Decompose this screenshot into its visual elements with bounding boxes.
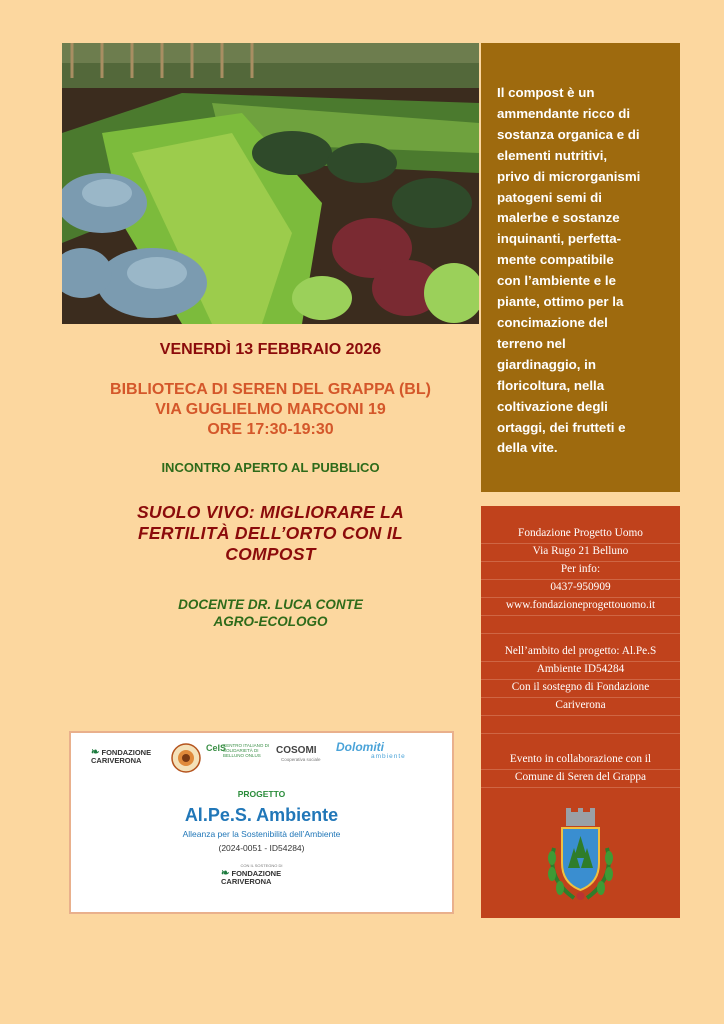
collab-line: Comune di Seren del Grappa bbox=[514, 771, 647, 783]
compost-line: elementi nutritivi, bbox=[497, 147, 608, 163]
course-title-line: COMPOST bbox=[225, 544, 316, 564]
logo-text: FONDAZIONE bbox=[101, 748, 152, 757]
divider bbox=[481, 769, 680, 770]
logo-text: CARIVERONA bbox=[91, 756, 142, 765]
project-subtitle: Alleanza per la Sostenibilità dell’Ambiente bbox=[182, 829, 341, 839]
compost-line: malerbe e sostanze bbox=[497, 210, 620, 226]
project-line: Ambiente ID54284 bbox=[536, 663, 625, 675]
website-link[interactable]: www.fondazioneprogettouomo.it bbox=[505, 599, 656, 611]
org-name: Fondazione Progetto Uomo bbox=[518, 527, 643, 539]
cosomi-logo: COSOMI bbox=[276, 745, 317, 756]
course-title bbox=[62, 502, 479, 565]
leaf-icon: ❧ bbox=[221, 868, 230, 879]
venue-address: VIA GUGLIELMO MARCONI 19 bbox=[155, 401, 386, 418]
compost-info-panel bbox=[481, 43, 680, 492]
divider bbox=[481, 787, 680, 788]
venue-name: BIBLIOTECA DI SEREN DEL GRAPPA (BL) bbox=[110, 381, 431, 398]
organizer-info-panel bbox=[481, 506, 680, 918]
vegetable-garden-photo bbox=[62, 43, 479, 324]
teacher-info bbox=[62, 596, 479, 630]
divider bbox=[481, 633, 680, 634]
org-address: Via Rugo 21 Belluno bbox=[532, 545, 629, 557]
divider bbox=[481, 579, 680, 580]
compost-line: floricoltura, nella bbox=[497, 377, 605, 393]
cosomi-subtitle: Cooperativa sociale bbox=[281, 757, 321, 762]
divider bbox=[481, 679, 680, 680]
logo-text: FONDAZIONE bbox=[231, 869, 282, 878]
project-line: Nell’ambito del progetto: Al.Pe.S bbox=[504, 645, 657, 657]
compost-line: Il compost è un bbox=[497, 85, 595, 100]
project-line: Cariverona bbox=[555, 699, 606, 711]
municipal-crest-icon bbox=[544, 808, 617, 904]
course-title-line: SUOLO VIVO: MIGLIORARE LA bbox=[136, 502, 405, 522]
project-label: PROGETTO bbox=[237, 789, 286, 799]
compost-line: privo di microrganismi bbox=[497, 168, 641, 184]
teacher-name: DOCENTE DR. LUCA CONTE bbox=[178, 597, 363, 612]
divider bbox=[481, 661, 680, 662]
sponsor-logos-box bbox=[69, 731, 454, 914]
phone-number: 0437-950909 bbox=[550, 581, 611, 593]
divider bbox=[481, 733, 680, 734]
compost-line: ammendante ricco di bbox=[497, 105, 631, 121]
divider bbox=[481, 715, 680, 716]
ceis-subtitle: CENTRO ITALIANO DI SOLIDARIETÀ DI BELLUNO ONLUS bbox=[223, 743, 270, 758]
ceis-logo: CeIS bbox=[206, 743, 227, 753]
open-to-public-label: INCONTRO APERTO AL PUBBLICO bbox=[161, 460, 380, 475]
event-time: ORE 17:30-19:30 bbox=[207, 421, 334, 438]
leaf-icon: ❧ bbox=[91, 747, 100, 758]
project-code: (2024-0051 - ID54284) bbox=[218, 843, 305, 853]
logo-text: CARIVERONA bbox=[221, 877, 272, 886]
dolomiti-subtitle: ambiente bbox=[371, 753, 406, 760]
divider bbox=[481, 697, 680, 698]
compost-line: coltivazione degli bbox=[497, 398, 608, 414]
compost-description bbox=[497, 83, 670, 459]
compost-line: patogeni semi di bbox=[497, 189, 602, 205]
dolomiti-logo: Dolomiti bbox=[336, 740, 384, 754]
fondazione-cariverona-logo-small bbox=[221, 870, 281, 886]
divider bbox=[481, 561, 680, 562]
event-date: VENERDÌ 13 FEBBRAIO 2026 bbox=[159, 341, 382, 358]
teacher-role: AGRO-ECOLOGO bbox=[213, 614, 328, 629]
compost-line: piante, ottimo per la bbox=[497, 294, 624, 310]
course-title-line: FERTILITÀ DELL’ORTO CON IL bbox=[137, 523, 404, 543]
compost-line: concimazione del bbox=[497, 314, 608, 330]
info-label: Per info: bbox=[560, 563, 601, 575]
compost-line: con l’ambiente e le bbox=[497, 273, 616, 289]
compost-line: mente compatibile bbox=[497, 252, 614, 268]
compost-line: sostanza organica e di bbox=[497, 126, 640, 142]
compost-line: terreno nel bbox=[497, 335, 566, 351]
compost-line: ortaggi, dei frutteti e bbox=[497, 419, 626, 435]
divider bbox=[481, 615, 680, 616]
divider bbox=[481, 597, 680, 598]
collab-line: Evento in collaborazione con il bbox=[509, 753, 652, 765]
compost-line: della vite. bbox=[497, 440, 558, 456]
partner-logos-row bbox=[71, 733, 452, 783]
fondazione-cariverona-logo bbox=[91, 749, 151, 765]
circular-emblem-icon bbox=[171, 743, 201, 773]
project-line: Con il sostegno di Fondazione bbox=[511, 681, 650, 693]
compost-line: giardinaggio, in bbox=[497, 356, 596, 372]
divider bbox=[481, 543, 680, 544]
event-venue bbox=[62, 380, 479, 440]
support-label: CON IL SOSTEGNO DI bbox=[240, 863, 283, 868]
compost-line: inquinanti, perfetta- bbox=[497, 231, 622, 247]
project-name: Al.Pe.S. Ambiente bbox=[184, 805, 339, 825]
